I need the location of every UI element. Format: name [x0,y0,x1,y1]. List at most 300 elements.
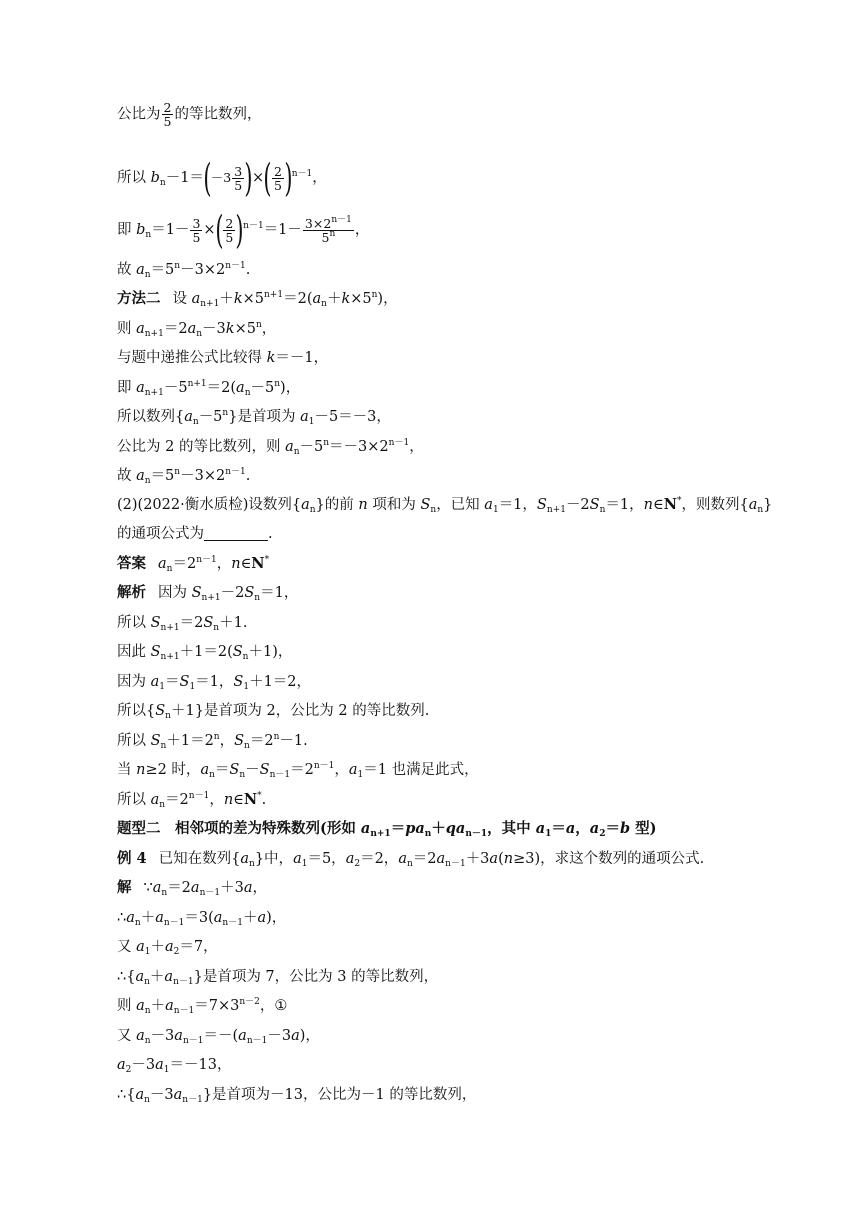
var: n [223,792,234,808]
line-2 [117,156,327,200]
subscript: n－1 [173,977,194,987]
var: S [234,733,245,749]
var: a [117,1057,126,1073]
superscript: n－1 [188,791,210,801]
superscript: n [329,228,336,239]
solution-heading: 解 [117,879,132,896]
subscript: n+1 [370,829,391,839]
var: a [213,910,223,926]
text: ＝2 [290,762,314,778]
text: －5＝－3， [314,409,391,425]
var: q [445,820,456,837]
text: ＝5， [307,851,346,867]
line-9 [117,407,391,427]
line-22 [117,790,266,810]
var: S [589,497,600,513]
denominator: 5 [273,177,282,193]
text: －2 [220,585,245,601]
subscript: n [249,859,255,869]
text: . [268,526,273,542]
var: a [184,409,193,425]
line-15 [117,583,298,603]
var: a [158,556,167,572]
superscript: n－1 [243,221,264,231]
subscript: 2 [173,947,180,957]
subscript: n [144,1095,150,1105]
text: －2 [565,497,590,513]
subscript: n+1 [144,329,164,339]
var: k [341,291,351,307]
var: a [165,939,174,955]
text: . [245,468,251,484]
text: }中， [254,851,294,867]
line-24 [117,849,704,869]
subscript: n [161,888,168,898]
line-18 [117,672,311,692]
subscript: n [165,711,171,721]
paren-group [203,156,253,200]
text: －3 [202,321,226,337]
text: )， [377,291,398,307]
subscript: 1 [144,947,151,957]
subscript: 1 [243,682,250,692]
subscript: n [213,623,220,633]
equation-marker: ① [274,998,288,1014]
text: 所以{ [117,703,156,719]
text: ＝ [605,820,620,837]
subscript: 2 [599,829,606,839]
subscript: n [144,977,150,987]
text: ＝－1， [275,350,329,366]
var: a [312,291,322,307]
subscript: n－1 [246,1036,268,1046]
text: 已知在数列{ [158,851,241,867]
var: a [535,820,546,837]
text: ＋1}是首项为 2，公比为 2 的等比数列. [170,703,430,719]
text: 即 [117,222,137,238]
line-13 [117,524,273,544]
subscript: 1 [163,1065,170,1075]
subscript: n [166,564,173,574]
var: a [136,998,145,1014]
text: ＝2( [206,380,237,396]
var: a [484,497,493,513]
right-paren: ) [284,156,293,200]
superscript: n－1 [388,438,410,448]
line-6 [117,319,276,339]
left-paren: ( [203,156,212,200]
subscript: n [192,417,199,427]
var: a [360,820,371,837]
var: k [266,350,276,366]
text: ＝2 [172,556,197,572]
method-heading: 方法二 [117,290,161,307]
text: ＝2 [165,792,189,808]
text: 又 [117,939,137,955]
var: a [243,880,253,896]
left-paren: ( [263,156,272,200]
line-30 [117,1026,320,1046]
text: ＝ [214,762,230,778]
var: S [232,644,243,660]
text: 所以 [117,792,151,808]
set-symbol: N [251,555,265,572]
text: －5 [198,409,223,425]
var: a [136,939,145,955]
denominator: 5 [234,177,243,193]
subscript: n [209,770,215,780]
var: a [238,1028,247,1044]
text: ＝1， [498,497,537,513]
right-paren: ) [235,208,244,252]
var: a [150,674,160,690]
var: S [203,615,214,631]
text: 因此 [117,644,151,660]
subscript: n－1 [222,918,243,928]
denominator [320,228,338,245]
text: ＝2 [179,615,204,631]
text: 项和为 [367,497,421,513]
subscript: 1 [492,505,499,515]
text: }是首项为－13，公比为－1 的等比数列， [202,1087,477,1103]
var: a [455,820,466,837]
subscript: n+1 [201,593,221,603]
subscript: 2 [354,859,361,869]
var: a [293,851,302,867]
set-symbol: N [243,791,258,808]
superscript: n+1 [264,290,284,300]
text: ＋1＝2， [249,674,312,690]
text: ＝－13， [169,1057,232,1073]
numerator: 2 [273,163,282,179]
text: ＝2 [412,851,437,867]
subscript: n [144,476,151,486]
text: ∈ [233,792,244,808]
subscript: n [144,1036,151,1046]
text: ＝1 也满足此式， [363,762,479,778]
set-symbol: N [663,496,677,513]
text: ＝1－ [263,222,302,238]
var: a [136,1028,145,1044]
line-27 [117,937,218,957]
subscript: n+1 [144,388,164,398]
text: )， [299,1028,320,1044]
text: ＝5 [150,262,175,278]
text: ＋ [150,998,166,1014]
text: 又 [117,1028,137,1044]
fraction [162,101,174,128]
text: × [203,222,216,238]
subscript: n [239,770,246,780]
answer-blank [204,525,268,541]
var: n [231,556,241,572]
text: －5 [299,439,324,455]
subscript: n [144,1006,151,1016]
var: a [191,291,201,307]
line-11 [117,466,250,486]
line-8 [117,378,300,398]
subscript: n－1 [182,1036,204,1046]
numerator: 2 [225,215,234,231]
analysis-heading: 解析 [117,584,146,601]
var: a [187,321,197,337]
subscript: 2 [125,1065,132,1075]
text: ∈ [652,497,664,513]
text: 因为 [117,674,151,690]
var: a [200,762,210,778]
line-14 [117,554,269,574]
superscript: n－1 [331,214,352,225]
left-paren: ( [214,208,224,252]
var: S [233,674,244,690]
var: a [236,380,245,396]
fraction [272,165,284,192]
var: a [173,1087,183,1103]
text: 的通项公式为 [117,526,204,542]
var: a [150,792,160,808]
line-7 [117,348,328,368]
subscript: 1 [357,770,364,780]
superscript: n [274,379,281,389]
text: 即 [117,380,137,396]
text: － [245,762,260,778]
text: 设 [172,291,192,307]
text: } [763,497,773,513]
line-25 [117,878,267,898]
text: ＝2 [249,733,274,749]
line-31 [117,1055,231,1075]
var: a [136,468,145,484]
line-26 [117,908,286,928]
text: －3×2 [180,468,226,484]
text: ∴{ [117,969,136,985]
text: ≥2 时， [145,762,201,778]
var: a [135,1087,145,1103]
superscript: * [676,496,682,506]
text: 故 [117,468,137,484]
text: －1＝ [165,170,204,186]
var: S [191,585,202,601]
var: n [643,497,653,513]
text: ， [354,222,370,238]
var: b [136,222,146,238]
text: ， [575,820,590,837]
text: ＝2， [360,851,399,867]
line-32 [117,1085,476,1105]
var: a [136,321,145,337]
text: }是首项为 7，公比为 3 的等比数列， [193,969,439,985]
var: a [489,851,499,867]
text: ＋1＝2( [179,644,233,660]
var: S [229,762,240,778]
text: 所以 [117,733,151,749]
text: (2)(2022·衡水质检)设数列{ [117,497,302,513]
superscript: * [257,791,262,801]
text: 题型二 相邻项的差为特殊数列(形如 [117,820,361,837]
text: －3 [150,1028,175,1044]
text: ＝ [390,820,406,837]
text: 型) [630,820,657,837]
superscript: n [174,467,181,477]
text: ＝－( [203,1028,239,1044]
text: － [250,380,265,396]
text: ＝ [551,820,566,837]
subscript: 1 [545,829,552,839]
text: －3 [131,1057,156,1073]
var: a [589,820,600,837]
text: 5 [321,229,330,245]
text: 公比为 2 的等比数列，则 [117,439,286,455]
var: a [748,497,758,513]
subscript: n+1 [546,505,566,515]
text: －3 [267,1028,292,1044]
var: a [291,1028,300,1044]
subscript: n [599,505,606,515]
text: )， [280,380,301,396]
var: b [150,170,160,186]
var: k [233,291,243,307]
subscript: n－1 [173,1006,195,1016]
text: . [245,262,251,278]
line-3 [117,208,370,252]
line-17 [117,642,292,662]
subscript: n [757,505,764,515]
text: )， [266,910,287,926]
subscript: n+1 [160,623,180,633]
subscript: n－1 [199,888,221,898]
var: a [126,910,135,926]
line-4 [117,260,250,280]
subscript: n [293,447,300,457]
var: S [179,674,190,690]
text: ∴{ [117,1087,136,1103]
text: ＋ [326,291,342,307]
var: b [619,820,631,837]
text: ， [334,762,349,778]
text: 所以 [117,170,151,186]
text: ， [252,880,267,896]
text: ， [259,998,275,1014]
var: a [164,969,174,985]
var: a [348,762,358,778]
text: ＋3 [220,880,244,896]
text: 则 [117,998,137,1014]
text: 的等比数列， [174,106,262,123]
var: a [398,851,407,867]
text: ， [409,439,424,455]
text: }的前 [315,497,359,513]
text: ＋ [431,820,446,837]
fraction [190,217,202,244]
var: a [152,880,162,896]
text: －3×2 [180,262,226,278]
var: a [436,851,446,867]
subscript: n [309,505,316,515]
fraction [223,217,235,244]
text: ＝5 [150,468,175,484]
subscript: n [244,741,250,751]
var: a [240,851,250,867]
subscript: n [254,593,261,603]
denominator: 5 [225,229,234,245]
superscript: n－1 [313,761,335,771]
var: a [136,262,145,278]
var: S [244,585,255,601]
text: ＋1)， [248,644,293,660]
text: ＝1， [605,497,644,513]
subscript: 1 [308,417,315,427]
superscript: n [213,732,220,742]
line-19 [117,701,429,721]
text: ＝2( [283,291,313,307]
var: n [503,851,514,867]
superscript: n [323,438,330,448]
text: ＋1. [219,615,248,631]
subscript: n+1 [160,652,180,662]
text: ＝3( [184,910,214,926]
var: a [174,1028,183,1044]
subscript: n [430,505,437,515]
text: ， [209,792,224,808]
subscript: n－1 [182,1095,203,1105]
var: n [136,762,146,778]
text: ( [498,851,504,867]
var: a [257,910,267,926]
superscript: n+1 [187,379,207,389]
text: ＝ [165,674,180,690]
text: ， [216,556,232,572]
text: ＝7， [179,939,218,955]
line-12 [117,495,772,515]
text: －5 [163,380,188,396]
text: ∴ [117,910,127,926]
subscript: n [145,230,152,240]
text: ， [219,733,235,749]
text: ＝－3×2 [329,439,389,455]
line-10 [117,437,424,457]
subscript: n [134,918,141,928]
var: S [536,497,547,513]
var: n [358,497,368,513]
var: S [155,703,166,719]
superscript: n－1 [196,555,217,565]
text: ＋ [140,910,156,926]
var: a [136,380,145,396]
text: 当 [117,762,137,778]
subscript: n [159,178,166,188]
subscript: n [244,388,251,398]
line-28 [117,967,438,987]
text: ＝2 [163,321,188,337]
text: 所以数列{ [117,409,185,425]
superscript: n－2 [239,997,260,1007]
subscript: n－1 [445,859,466,869]
text: ＋3 [465,851,490,867]
subscript: n [406,859,413,869]
var: S [420,497,431,513]
line-1 [117,101,261,128]
line-29 [117,996,287,1016]
text: ，则数列{ [681,497,749,513]
var: a [155,1057,164,1073]
var: p [405,820,416,837]
var: S [150,615,161,631]
text: 所以 [117,615,151,631]
var: a [300,409,309,425]
text: －1. [279,733,308,749]
var: a [155,910,164,926]
text: ＝1， [195,674,234,690]
